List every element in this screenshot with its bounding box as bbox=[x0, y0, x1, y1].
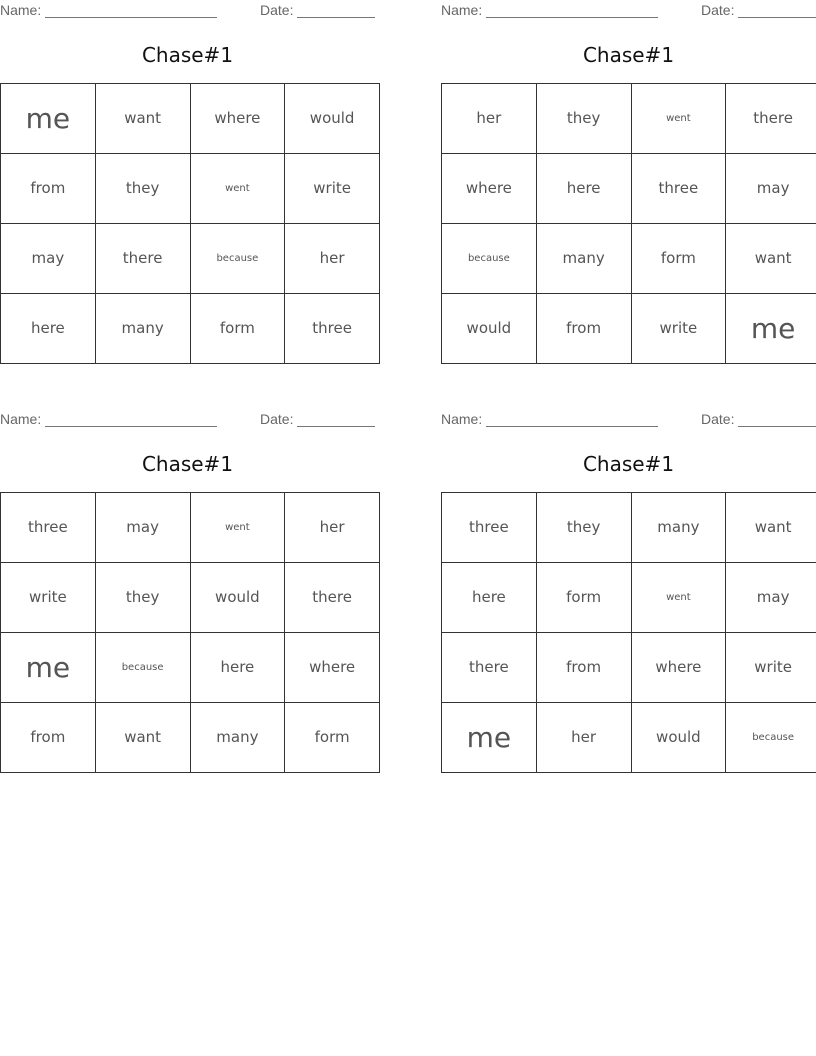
grid-cell: me bbox=[442, 703, 537, 773]
name-label: Name: bbox=[441, 411, 483, 427]
grid-cell: would bbox=[631, 703, 726, 773]
grid-row bbox=[442, 703, 816, 773]
name-label: Name: bbox=[0, 411, 42, 427]
date-label: Date: bbox=[701, 2, 735, 18]
grid-cell: three bbox=[631, 154, 726, 224]
grid-cell: may bbox=[726, 154, 816, 224]
grid-cell: her bbox=[442, 84, 537, 154]
grid-row bbox=[442, 224, 816, 294]
grid-row bbox=[1, 224, 380, 294]
grid-row bbox=[442, 294, 816, 364]
grid-cell: went bbox=[631, 84, 726, 154]
grid-cell: there bbox=[285, 563, 380, 633]
grid-cell: they bbox=[536, 493, 631, 563]
grid-cell: many bbox=[190, 703, 285, 773]
grid-cell: would bbox=[190, 563, 285, 633]
date-line bbox=[297, 17, 375, 18]
date-label: Date: bbox=[701, 411, 735, 427]
grid-row bbox=[1, 154, 380, 224]
grid-cell: her bbox=[285, 493, 380, 563]
grid-row bbox=[442, 84, 816, 154]
grid-cell: where bbox=[190, 84, 285, 154]
name-line bbox=[486, 426, 658, 427]
date-line bbox=[738, 426, 816, 427]
name-date-header bbox=[0, 2, 375, 20]
grid-cell: write bbox=[1, 563, 96, 633]
card-title: Chase#1 bbox=[582, 43, 675, 67]
grid-cell: because bbox=[726, 703, 816, 773]
grid-cell: where bbox=[442, 154, 537, 224]
grid-cell: they bbox=[95, 563, 190, 633]
name-line bbox=[45, 17, 217, 18]
grid-row bbox=[442, 154, 816, 224]
grid-cell: may bbox=[726, 563, 816, 633]
grid-cell: they bbox=[536, 84, 631, 154]
grid-cell: they bbox=[95, 154, 190, 224]
grid-cell: there bbox=[95, 224, 190, 294]
bingo-grid bbox=[0, 83, 380, 364]
name-line bbox=[486, 17, 658, 18]
date-label: Date: bbox=[260, 2, 294, 18]
grid-cell: me bbox=[1, 633, 96, 703]
grid-cell: because bbox=[95, 633, 190, 703]
grid-cell: want bbox=[726, 224, 816, 294]
bingo-grid bbox=[0, 492, 380, 773]
grid-cell: here bbox=[1, 294, 96, 364]
grid-cell: many bbox=[95, 294, 190, 364]
grid-cell: where bbox=[285, 633, 380, 703]
grid-cell: from bbox=[1, 154, 96, 224]
grid-cell: three bbox=[442, 493, 537, 563]
grid-cell: three bbox=[285, 294, 380, 364]
grid-row bbox=[442, 493, 816, 563]
bingo-grid bbox=[441, 83, 816, 364]
grid-cell: want bbox=[726, 493, 816, 563]
grid-cell: there bbox=[726, 84, 816, 154]
grid-cell: many bbox=[536, 224, 631, 294]
grid-row bbox=[1, 703, 380, 773]
grid-cell: from bbox=[536, 294, 631, 364]
grid-cell: may bbox=[1, 224, 96, 294]
grid-cell: form bbox=[285, 703, 380, 773]
date-line bbox=[738, 17, 816, 18]
grid-cell: form bbox=[536, 563, 631, 633]
grid-cell: her bbox=[285, 224, 380, 294]
grid-cell: would bbox=[285, 84, 380, 154]
name-line bbox=[45, 426, 217, 427]
grid-cell: went bbox=[190, 154, 285, 224]
grid-cell: her bbox=[536, 703, 631, 773]
grid-cell: three bbox=[1, 493, 96, 563]
grid-row bbox=[1, 633, 380, 703]
grid-row bbox=[442, 633, 816, 703]
date-label: Date: bbox=[260, 411, 294, 427]
name-date-header bbox=[441, 411, 816, 429]
grid-cell: because bbox=[442, 224, 537, 294]
grid-row bbox=[1, 563, 380, 633]
name-label: Name: bbox=[0, 2, 42, 18]
card-title: Chase#1 bbox=[141, 43, 234, 67]
grid-cell: here bbox=[190, 633, 285, 703]
grid-cell: where bbox=[631, 633, 726, 703]
grid-cell: from bbox=[536, 633, 631, 703]
grid-cell: write bbox=[631, 294, 726, 364]
grid-row bbox=[1, 493, 380, 563]
grid-cell: form bbox=[631, 224, 726, 294]
grid-cell: would bbox=[442, 294, 537, 364]
grid-cell: went bbox=[190, 493, 285, 563]
name-label: Name: bbox=[441, 2, 483, 18]
grid-cell: may bbox=[95, 493, 190, 563]
grid-cell: many bbox=[631, 493, 726, 563]
grid-cell: write bbox=[285, 154, 380, 224]
grid-cell: here bbox=[536, 154, 631, 224]
card-title: Chase#1 bbox=[582, 452, 675, 476]
grid-cell: from bbox=[1, 703, 96, 773]
grid-cell: me bbox=[1, 84, 96, 154]
card-title: Chase#1 bbox=[141, 452, 234, 476]
grid-cell: went bbox=[631, 563, 726, 633]
grid-row bbox=[1, 294, 380, 364]
grid-cell: form bbox=[190, 294, 285, 364]
grid-row bbox=[1, 84, 380, 154]
grid-cell: there bbox=[442, 633, 537, 703]
name-date-header bbox=[0, 411, 375, 429]
bingo-grid bbox=[441, 492, 816, 773]
grid-cell: here bbox=[442, 563, 537, 633]
grid-cell: write bbox=[726, 633, 816, 703]
grid-cell: because bbox=[190, 224, 285, 294]
grid-cell: me bbox=[726, 294, 816, 364]
grid-cell: want bbox=[95, 703, 190, 773]
grid-cell: want bbox=[95, 84, 190, 154]
name-date-header bbox=[441, 2, 816, 20]
grid-row bbox=[442, 563, 816, 633]
date-line bbox=[297, 426, 375, 427]
